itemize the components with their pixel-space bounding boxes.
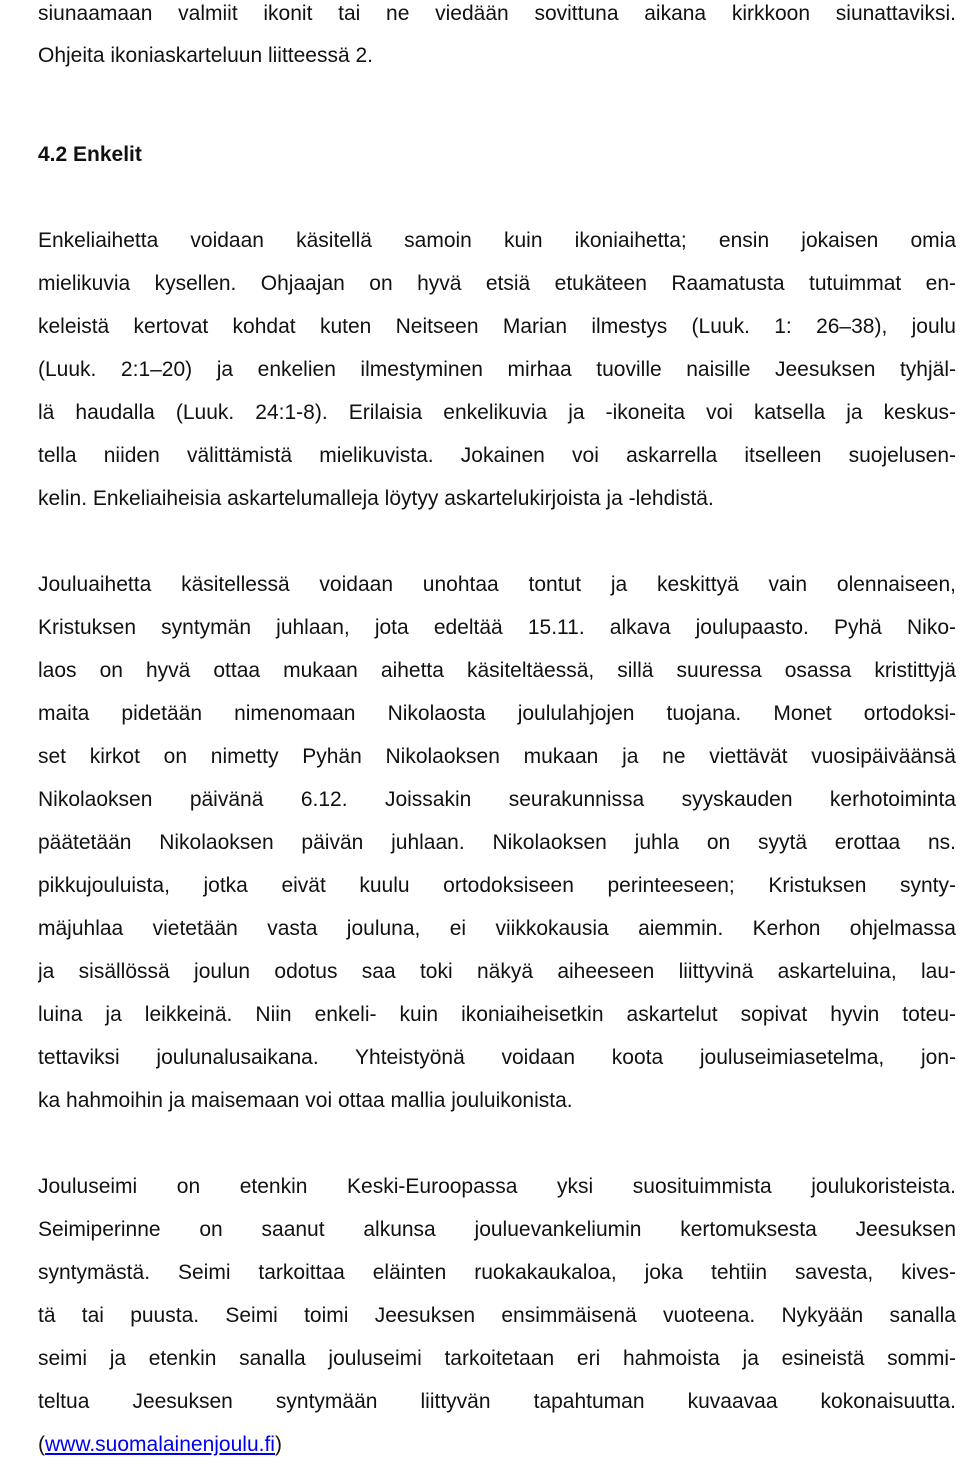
paragraph-line: tettaviksi joulunalusaikana. Yhteistyönä voidaan koota jouluseimiasetelma, jon- [38, 1046, 956, 1069]
source-close-paren: ) [274, 1433, 282, 1456]
paragraph-line: ja sisällössä joulun odotus saa toki näkyä aiheeseen liittyvinä askarteluina, lau- [38, 960, 956, 983]
paragraph-line: siunaamaan valmiit ikonit tai ne viedään sovittuna aikana kirkkoon siunattaviksi. [38, 2, 956, 25]
paragraph-line: luina ja leikkeinä. Niin enkeli- kuin ikoniaiheisetkin askartelut sopivat hyvin toteu- [38, 1003, 956, 1026]
paragraph-line: Ohjeita ikoniaskarteluun liitteessä 2. [38, 44, 374, 67]
source-open-paren: ( [38, 1433, 45, 1456]
paragraph-line: ka hahmoihin ja maisemaan voi ottaa mallia jouluikonista. [38, 1089, 573, 1112]
paragraph-line: seimi ja etenkin sanalla jouluseimi tarkoitetaan eri hahmoista ja esineistä sommi- [38, 1347, 956, 1370]
paragraph-line: Jouluseimi on etenkin Keski-Euroopassa yksi suosituimmista joulukoristeista. [38, 1175, 956, 1198]
paragraph-line: Jouluaihetta käsitellessä voidaan unohtaa tontut ja keskittyä vain olennaiseen, [38, 573, 956, 596]
source-reference [38, 1433, 956, 1457]
paragraph-line: maita pidetään nimenomaan Nikolaosta joululahjojen tuojana. Monet ortodoksi- [38, 702, 956, 725]
section-heading: 4.2 Enkelit [38, 143, 142, 166]
paragraph-line: keleistä kertovat kohdat kuten Neitseen Marian ilmestys (Luuk. 1: 26–38), joulu [38, 315, 956, 338]
paragraph-line: kelin. Enkeliaiheisia askartelumalleja löytyy askartelukirjoista ja -lehdistä. [38, 487, 714, 510]
paragraph-line: Enkeliaihetta voidaan käsitellä samoin kuin ikoniaihetta; ensin jokaisen omia [38, 229, 956, 252]
paragraph-line: Nikolaoksen päivänä 6.12. Joissakin seurakunnissa syyskauden kerhotoiminta [38, 788, 956, 811]
source-link[interactable]: www.suomalainenjoulu.fi [45, 1433, 275, 1456]
paragraph-line: (Luuk. 2:1–20) ja enkelien ilmestyminen mirhaa tuoville naisille Jeesuksen tyhjäl- [38, 358, 956, 381]
paragraph-line: mielikuvia kysellen. Ohjaajan on hyvä etsiä etukäteen Raamatusta tutuimmat en- [38, 272, 956, 295]
paragraph-line: set kirkot on nimetty Pyhän Nikolaoksen mukaan ja ne viettävät vuosipäiväänsä [38, 745, 956, 768]
paragraph-line: Kristuksen syntymän juhlaan, jota edeltää 15.11. alkava joulupaasto. Pyhä Niko- [38, 616, 956, 639]
paragraph-line: mäjuhlaa vietetään vasta jouluna, ei viikkokausia aiemmin. Kerhon ohjelmassa [38, 917, 956, 940]
paragraph-line: tä tai puusta. Seimi toimi Jeesuksen ensimmäisenä vuoteena. Nykyään sanalla [38, 1304, 956, 1327]
paragraph-line: syntymästä. Seimi tarkoittaa eläinten ruokakaukaloa, joka tehtiin savesta, kives- [38, 1261, 956, 1284]
paragraph-line: teltua Jeesuksen syntymään liittyvän tapahtuman kuvaavaa kokonaisuutta. [38, 1390, 956, 1413]
paragraph-line: lä haudalla (Luuk. 24:1-8). Erilaisia enkelikuvia ja -ikoneita voi katsella ja keskus- [38, 401, 956, 424]
paragraph-line: päätetään Nikolaoksen päivän juhlaan. Nikolaoksen juhla on syytä erottaa ns. [38, 831, 956, 854]
paragraph-line: Seimiperinne on saanut alkunsa jouluevankeliumin kertomuksesta Jeesuksen [38, 1218, 956, 1241]
paragraph-line: tella niiden välittämistä mielikuvista. Jokainen voi askarrella itselleen suojelusen- [38, 444, 956, 467]
paragraph-line: pikkujouluista, jotka eivät kuulu ortodoksiseen perinteeseen; Kristuksen synty- [38, 874, 956, 897]
paragraph-line: laos on hyvä ottaa mukaan aihetta käsiteltäessä, sillä suuressa osassa kristittyjä [38, 659, 956, 682]
